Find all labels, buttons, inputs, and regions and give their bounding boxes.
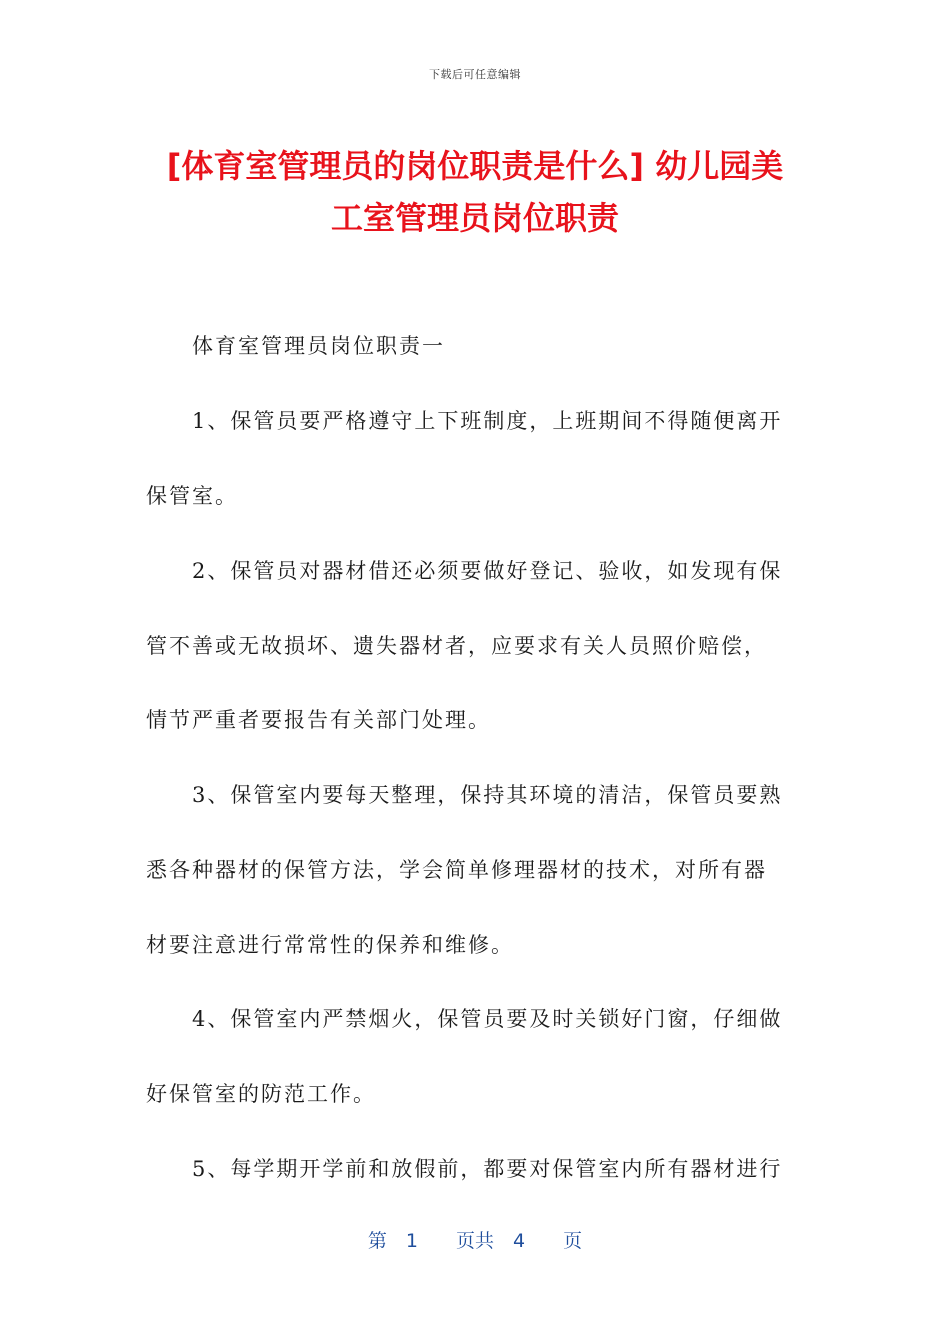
document-title	[120, 140, 830, 244]
title-line-1: [体育室管理员的岗位职责是什么] 幼儿园美	[166, 147, 784, 185]
paragraph-line: 悉各种器材的保管方法，学会简单修理器材的技术，对所有器	[146, 858, 767, 882]
paragraph-line: 3、保管室内要每天整理，保持其环境的清洁，保管员要熟	[192, 783, 783, 807]
header-note: 下载后可任意编辑	[429, 68, 521, 81]
paragraph-line: 保管室。	[146, 484, 238, 508]
page-number: 第 1 页共 4 页	[367, 1230, 583, 1252]
paragraph-line: 1、保管员要严格遵守上下班制度，上班期间不得随便离开	[192, 409, 783, 433]
paragraph-line: 材要注意进行常常性的保养和维修。	[146, 933, 514, 957]
paragraph-line: 4、保管室内严禁烟火，保管员要及时关锁好门窗，仔细做	[192, 1007, 783, 1031]
page-footer	[0, 1226, 950, 1253]
paragraph-line: 情节严重者要报告有关部门处理。	[146, 708, 491, 732]
paragraph-line: 2、保管员对器材借还必须要做好登记、验收，如发现有保	[192, 559, 783, 583]
paragraph-line: 好保管室的防范工作。	[146, 1082, 376, 1106]
paragraph-line: 5、每学期开学前和放假前，都要对保管室内所有器材进行	[192, 1157, 783, 1181]
section-heading: 体育室管理员岗位职责一	[192, 334, 445, 358]
paragraph-line: 管不善或无故损坏、遗失器材者，应要求有关人员照价赔偿，	[146, 634, 767, 658]
title-line-2: 工室管理员岗位职责	[330, 199, 619, 237]
